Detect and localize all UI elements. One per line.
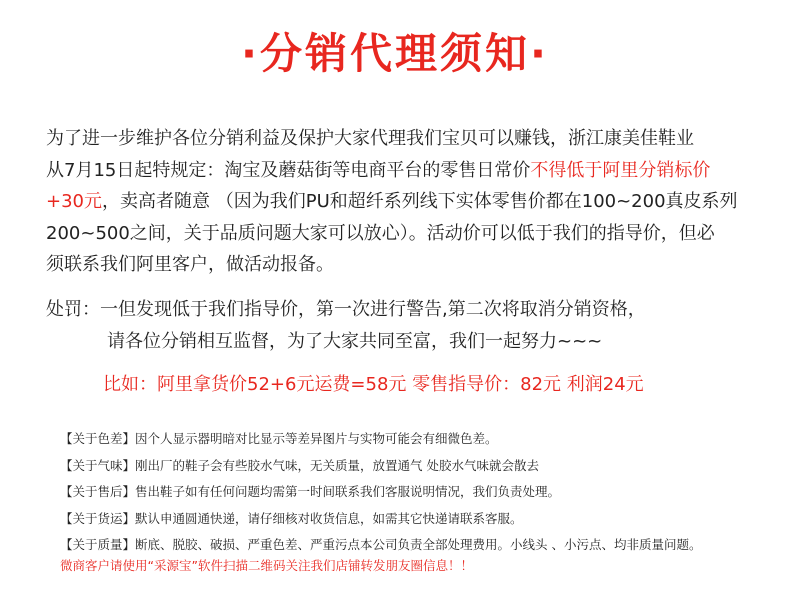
note-tag: 【关于售后】 (60, 484, 136, 500)
policy-line-5: 须联系我们阿里客户，做活动报备。 (46, 254, 334, 275)
policy-line-4: 200~500之间，关于品质问题大家可以放心）。活动价可以低于我们的指导价，但必 (46, 222, 715, 244)
note-shipping (60, 506, 780, 533)
note-text: 断底、脱胶、破损、严重色差、严重污点本公司负责全部处理费用。小线头 、小污点、均非质量问题。 (135, 537, 702, 553)
penalty-line-2: 请各位分销相互监督，为了大家共同至富，我们一起努力~~~ (107, 331, 603, 352)
policy-line-2 (46, 155, 766, 187)
policy-line-2-text: 从7月15日起特规定：淘宝及蘑菇街等电商平台的零售日常价 (46, 159, 531, 181)
policy-line-3 (46, 186, 766, 218)
note-text: 刚出厂的鞋子会有些胶水气味，无关质量，放置通气 处胶水气味就会散去 (135, 457, 539, 473)
note-text: 售出鞋子如有任何问题均需第一时间联系我们客服说明情况，我们负责处理。 (135, 484, 561, 500)
page-title: ·分销代理须知· (241, 29, 549, 78)
price-floor-highlight: 不得低于阿里分销标价 (530, 159, 711, 181)
note-tag: 【关于气味】 (60, 457, 136, 473)
pricing-example: 比如：阿里拿货价52+6元运费=58元 零售指导价：82元 利润24元 (103, 374, 644, 395)
note-tag: 【关于质量】 (60, 537, 136, 553)
markup-highlight: +30元 (46, 191, 102, 212)
note-text: 因个人显示器明暗对比显示等差异图片与实物可能会有细微色差。 (135, 431, 498, 446)
note-after-sales (60, 479, 780, 506)
note-odor (60, 453, 780, 480)
policy-line-3-text: ，卖高者随意 （因为我们PU和超纤系列线下实体零售价都在100~200真皮系列 (102, 191, 738, 212)
penalty-line-1: 处罚：一但发现低于我们指导价，第一次进行警告,第二次将取消分销资格， (46, 299, 646, 320)
note-color-difference (60, 426, 780, 453)
notes-list (60, 426, 780, 559)
policy-paragraph (46, 123, 766, 281)
note-text: 默认申通圆通快递，请仔细核对收货信息，如需其它快递请联系客服。 (135, 510, 523, 526)
policy-line-1: 为了进一步维护各位分销利益及保护大家代理我们宝贝可以赚钱，浙江康美佳鞋业 (46, 128, 694, 149)
note-tag: 【关于货运】 (60, 510, 136, 526)
wechat-notice: 微商客户请使用“采源宝”软件扫描二维码关注我们店铺转发朋友圈信息！！ (60, 558, 473, 573)
note-tag: 【关于色差】 (60, 431, 136, 446)
